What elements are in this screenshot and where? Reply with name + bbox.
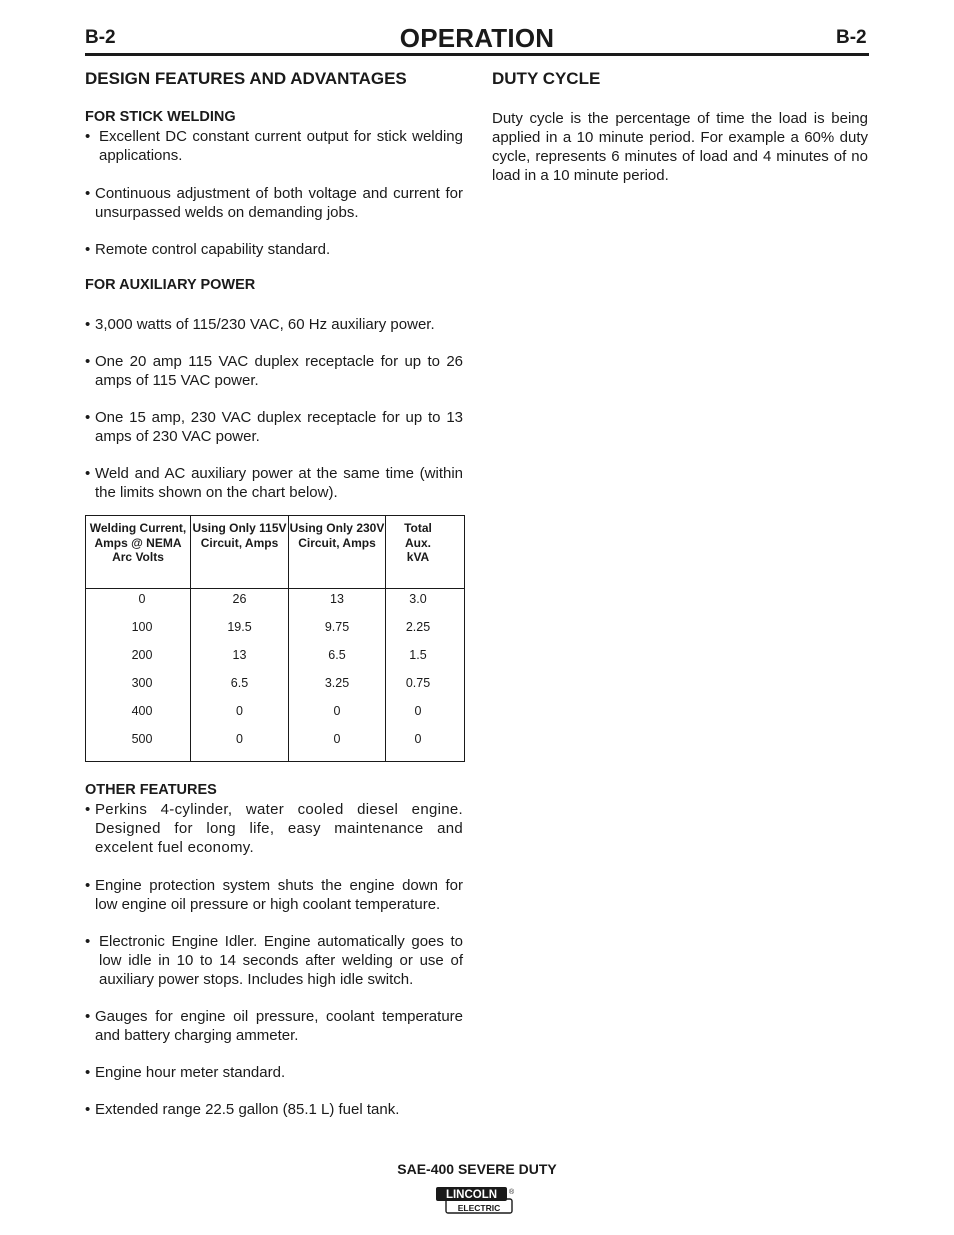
page-number-right: B-2 [836,27,867,48]
other-features-heading: OTHER FEATURES [85,782,217,798]
table-header-kva: Total Aux. kVA [404,521,432,564]
registered-mark: ® [509,1189,515,1196]
other-bullet-2: • Engine protection system shuts the engine down for low engine oil pressure or high coolant temperature. [85,877,463,913]
table-cell: 6.5 [230,676,249,690]
table-cell: 13 [330,592,344,606]
stick-bullet-3: • Remote control capability standard. [85,241,331,258]
duty-cycle-text: Duty cycle is the percentage of time the load is being applied in a 10 minute period. For example a 60% duty cycle, represents 6 minutes of load and 4 minutes of no load in a 10 minute period. [492,110,868,184]
table-cell: 400 [131,704,153,718]
lincoln-electric-logo [435,1186,519,1214]
table-cell: 6.5 [328,648,346,662]
table-cell: 0 [333,732,341,746]
table-cell: 9.75 [324,620,350,634]
aux-bullet-1: • 3,000 watts of 115/230 VAC, 60 Hz auxiliary power. [85,316,435,333]
table-cell: 19.5 [227,620,252,634]
aux-bullet-4: • Weld and AC auxiliary power at the same time (within the limits shown on the chart below). [85,465,463,501]
table-cell: 0 [333,704,341,718]
aux-power-heading: FOR AUXILIARY POWER [85,277,256,293]
stick-welding-heading: FOR STICK WELDING [85,109,236,125]
aux-power-table [85,515,465,762]
table-cell: 200 [131,648,153,662]
other-bullet-3: • Electronic Engine Idler. Engine automatically goes to low idle in 10 to 14 seconds after welding or use of auxiliary power stops. Includes high idle switch. [85,933,463,988]
table-header-welding-current: Welding Current, Amps @ NEMA Arc Volts [89,521,187,564]
page-number-left: B-2 [85,27,116,48]
table-header-230v: Using Only 230V Circuit, Amps [289,521,385,550]
table-cell: 3.0 [409,592,427,606]
page-title: OPERATION [399,23,555,53]
table-cell: 0.75 [405,676,431,690]
header-rule [85,53,869,56]
table-header-115v: Using Only 115V Circuit, Amps [192,521,287,550]
other-bullet-1: • Perkins 4-cylinder, water cooled diesel engine. Designed for long life, easy maintenance and excelent fuel economy. [85,801,463,856]
table-cell: 300 [131,676,153,690]
table-cell: 100 [131,620,153,634]
other-bullet-5: • Engine hour meter standard. [85,1064,286,1081]
table-cell: 0 [236,732,243,746]
aux-bullet-2: • One 20 amp 115 VAC duplex receptacle for up to 26 amps of 115 VAC power. [85,353,463,389]
table-cell: 2.25 [405,620,431,634]
other-bullet-6: • Extended range 22.5 gallon (85.1 L) fuel tank. [85,1101,400,1118]
table-cell: 500 [131,732,153,746]
table-cell: 0 [414,732,422,746]
design-features-heading: DESIGN FEATURES AND ADVANTAGES [85,69,407,88]
table-cell: 0 [236,704,243,718]
stick-bullet-2: • Continuous adjustment of both voltage and current for unsurpassed welds on demanding jobs. [85,185,463,221]
stick-bullet-1: • Excellent DC constant current output for stick welding applications. [85,128,463,164]
duty-cycle-heading: DUTY CYCLE [492,69,601,88]
table-cell: 1.5 [409,648,427,662]
aux-bullet-3: • One 15 amp, 230 VAC duplex receptacle for up to 13 amps of 230 VAC power. [85,409,463,445]
other-bullet-4: • Gauges for engine oil pressure, coolant temperature and battery charging ammeter. [85,1008,463,1044]
table-cell: 13 [232,648,247,662]
logo-top-text: LINCOLN [445,1189,498,1201]
table-cell: 0 [414,704,422,718]
table-cell: 3.25 [324,676,350,690]
table-cell: 26 [232,592,247,606]
logo-bottom-text: ELECTRIC [457,1203,501,1213]
model-name: SAE-400 SEVERE DUTY [397,1161,557,1177]
table-cell: 0 [138,592,146,606]
